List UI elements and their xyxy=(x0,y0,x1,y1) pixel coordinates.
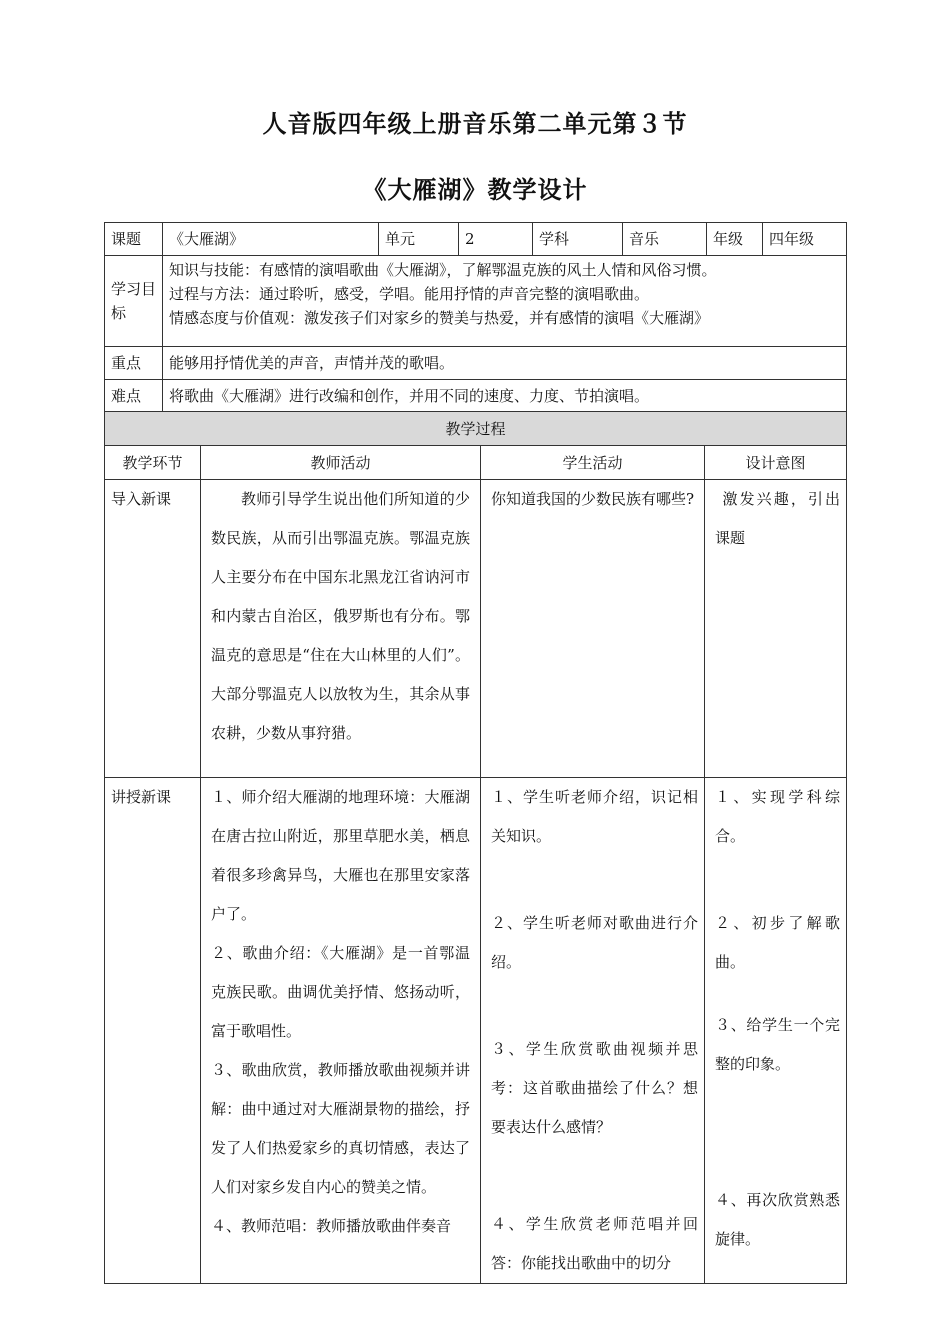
intro-stage: 导入新课 xyxy=(105,480,201,778)
lesson-intent-item: ４、再次欣赏熟悉旋律。 xyxy=(715,1191,841,1248)
lesson-student-item: ２、学生听老师对歌曲进行介绍。 xyxy=(491,914,698,971)
spacer xyxy=(491,982,698,1030)
lesson-intent-item: ２、初步了解歌曲。 xyxy=(715,914,841,971)
process-heading: 教学过程 xyxy=(105,412,847,446)
lesson-intent-item: ３、给学生一个完整的印象。 xyxy=(715,1016,841,1073)
intro-intent-text: 激发兴趣，引出课题 xyxy=(715,490,841,547)
goal-process: 过程与方法：通过聆听，感受，学唱。能用抒情的声音完整的演唱歌曲。 xyxy=(169,285,650,303)
goals-label: 学习目标 xyxy=(105,256,163,347)
lesson-student-item: ３、学生欣赏歌曲视频并思考：这首歌曲描绘了什么？想要表达什么感情？ xyxy=(491,1040,698,1136)
goals-content xyxy=(163,256,847,347)
process-heading-row xyxy=(105,412,847,446)
unit-value: 2 xyxy=(459,223,533,256)
spacer xyxy=(715,1084,840,1181)
key-point-text: 能够用抒情优美的声音，声情并茂的歌唱。 xyxy=(163,347,847,380)
difficulty-row xyxy=(105,380,847,413)
page-subtitle: 《大雁湖》教学设计 xyxy=(362,176,588,204)
topic-value: 《大雁湖》 xyxy=(163,223,379,256)
column-header-intent: 设计意图 xyxy=(705,446,847,480)
basic-info-row xyxy=(105,223,847,256)
spacer xyxy=(715,856,840,904)
spacer xyxy=(491,856,698,904)
intro-student-cell xyxy=(481,480,705,778)
goals-row xyxy=(105,256,847,347)
process-table xyxy=(104,411,847,1284)
lesson-student-item: １、学生听老师介绍，识记相关知识。 xyxy=(491,788,698,845)
subject-value: 音乐 xyxy=(623,223,707,256)
unit-label: 单元 xyxy=(379,223,459,256)
lesson-teacher-item: ２、歌曲介绍：《大雁湖》是一首鄂温克族民歌。曲调优美抒情、悠扬动听，富于歌唱性。 xyxy=(211,944,470,1040)
lesson-student-cell xyxy=(481,778,705,1284)
intro-intent-cell xyxy=(705,480,847,778)
lesson-teacher-item: ３、歌曲欣赏，教师播放歌曲视频并讲解：曲中通过对大雁湖景物的描绘，抒发了人们热爱家乡的真切情感，表达了人们对家乡发自内心的赞美之情。 xyxy=(211,1061,470,1196)
lesson-student-item: ４、学生欣赏老师范唱并回答：你能找出歌曲中的切分 xyxy=(491,1215,698,1272)
intro-teacher-text: 教师引导学生说出他们所知道的少数民族，从而引出鄂温克族。鄂温克族人主要分布在中国东北黑龙江省讷河市和内蒙古自治区，俄罗斯也有分布。鄂温克的意思是“住在大山林里的人们”。大部分鄂温克人以放牧为生，其余从事农耕，少数从事狩猎。 xyxy=(211,490,470,742)
intro-teacher-cell xyxy=(201,480,481,778)
column-header-teacher: 教师活动 xyxy=(201,446,481,480)
lesson-teacher-item: １、师介绍大雁湖的地理环境：大雁湖在唐古拉山附近，那里草肥水美，栖息着很多珍禽异鸟，大雁也在那里安家落户了。 xyxy=(211,788,470,923)
subject-label: 学科 xyxy=(533,223,623,256)
grade-value: 四年级 xyxy=(763,223,847,256)
column-header-row xyxy=(105,446,847,480)
goal-emotion: 情感态度与价值观：激发孩子们对家乡的赞美与热爱，并有感情的演唱《大雁湖》 xyxy=(169,309,710,327)
lesson-stage: 讲授新课 xyxy=(105,778,201,1284)
goal-knowledge: 知识与技能：有感情的演唱歌曲《大雁湖》，了解鄂温克族的风土人情和风俗习惯。 xyxy=(169,261,717,279)
lesson-intent-cell xyxy=(705,778,847,1284)
spacer xyxy=(491,1147,698,1205)
intro-row xyxy=(105,480,847,778)
grade-label: 年级 xyxy=(707,223,763,256)
column-header-student: 学生活动 xyxy=(481,446,705,480)
spacer xyxy=(715,982,840,1006)
page-title: 人音版四年级上册音乐第二单元第３节 xyxy=(262,110,688,138)
lesson-teacher-item: ４、教师范唱：教师播放歌曲伴奏音 xyxy=(211,1217,452,1235)
difficulty-label: 难点 xyxy=(105,380,163,413)
difficulty-text: 将歌曲《大雁湖》进行改编和创作，并用不同的速度、力度、节拍演唱。 xyxy=(163,380,847,413)
key-point-row xyxy=(105,347,847,380)
lesson-row xyxy=(105,778,847,1284)
intro-student-text: 你知道我国的少数民族有哪些? xyxy=(491,490,695,508)
key-point-label: 重点 xyxy=(105,347,163,380)
lesson-intent-item: １、实现学科综合。 xyxy=(715,788,841,845)
info-table xyxy=(104,222,847,413)
topic-label: 课题 xyxy=(105,223,163,256)
lesson-teacher-cell xyxy=(201,778,481,1284)
column-header-stage: 教学环节 xyxy=(105,446,201,480)
